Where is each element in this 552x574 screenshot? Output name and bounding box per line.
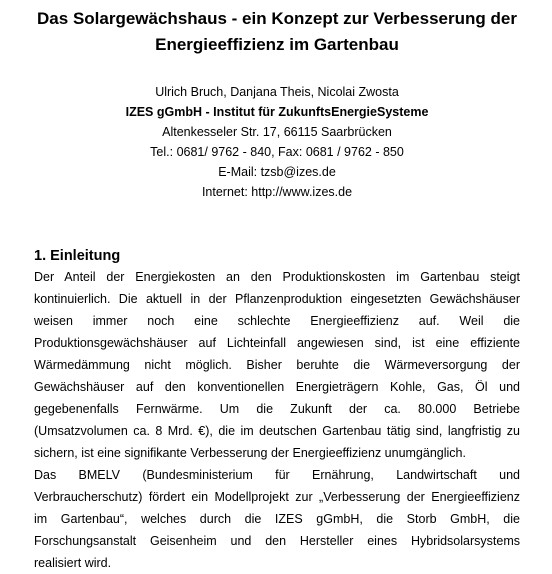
document-page [34, 0, 520, 574]
phone-fax: Tel.: 0681/ 9762 - 840, Fax: 0681 / 9762 - 850 [150, 145, 404, 159]
title-line-2: Energieeffizienz im Gartenbau [155, 35, 399, 54]
paragraph-line: Produktionsgewächshäuser auf Lichteinfall angewiesen sind, ist eine effiziente [34, 336, 520, 350]
paragraph-line: realisiert wird. [34, 556, 112, 570]
document-title [34, 6, 520, 58]
paragraph-line: (Umsatzvolumen ca. 8 Mrd. €), die im deutschen Gartenbau tätig sind, langfristig zu [34, 424, 520, 438]
title-line-1: Das Solargewächshaus - ein Konzept zur Verbesserung der [37, 9, 517, 28]
section-heading-einleitung: 1. Einleitung [34, 248, 121, 264]
paragraph-line: Gewächshäuser auf den konventionellen Energieträgern Kohle, Gas, Öl und [34, 380, 520, 394]
paragraph-line: Verbraucherschutz) fördert ein Modellprojekt zur „Verbesserung der Energieeffizienz [34, 490, 520, 504]
paragraph-line: im Gartenbau“, welches durch die IZES gGmbH, die Storb GmbH, die [34, 512, 520, 526]
paragraph-1 [34, 266, 520, 464]
paragraph-line: kontinuierlich. Die aktuell in der Pflanzenproduktion eingesetzten Gewächshäuser [34, 292, 520, 306]
author-block [34, 82, 520, 202]
paragraph-line: sichern, ist eine signifikante Verbesserung der Energieeffizienz unumgänglich. [34, 446, 466, 460]
institute: IZES gGmbH - Institut für ZukunftsEnergieSysteme [125, 105, 429, 119]
paragraph-line: gegebenenfalls Fernwärme. Um die Zukunft der ca. 80.000 Betriebe [34, 402, 520, 416]
email: E-Mail: tzsb@izes.de [218, 165, 336, 179]
paragraph-line: Forschungsanstalt Geisenheim und den Hersteller eines Hybridsolarsystems [34, 534, 520, 548]
paragraph-2 [34, 464, 520, 574]
authors: Ulrich Bruch, Danjana Theis, Nicolai Zwosta [155, 85, 399, 99]
paragraph-line: Wärmedämmung nicht möglich. Bisher beruhte die Wärmeversorgung der [34, 358, 520, 372]
address: Altenkesseler Str. 17, 66115 Saarbrücken [162, 125, 392, 139]
internet: Internet: http://www.izes.de [201, 185, 353, 199]
paragraph-line: Das BMELV (Bundesministerium für Ernährung, Landwirtschaft und [34, 468, 520, 482]
paragraph-line: Der Anteil der Energiekosten an den Produktionskosten im Gartenbau steigt [34, 270, 520, 284]
paragraph-line: weisen immer noch eine schlechte Energieeffizienz auf. Weil die [34, 314, 520, 328]
